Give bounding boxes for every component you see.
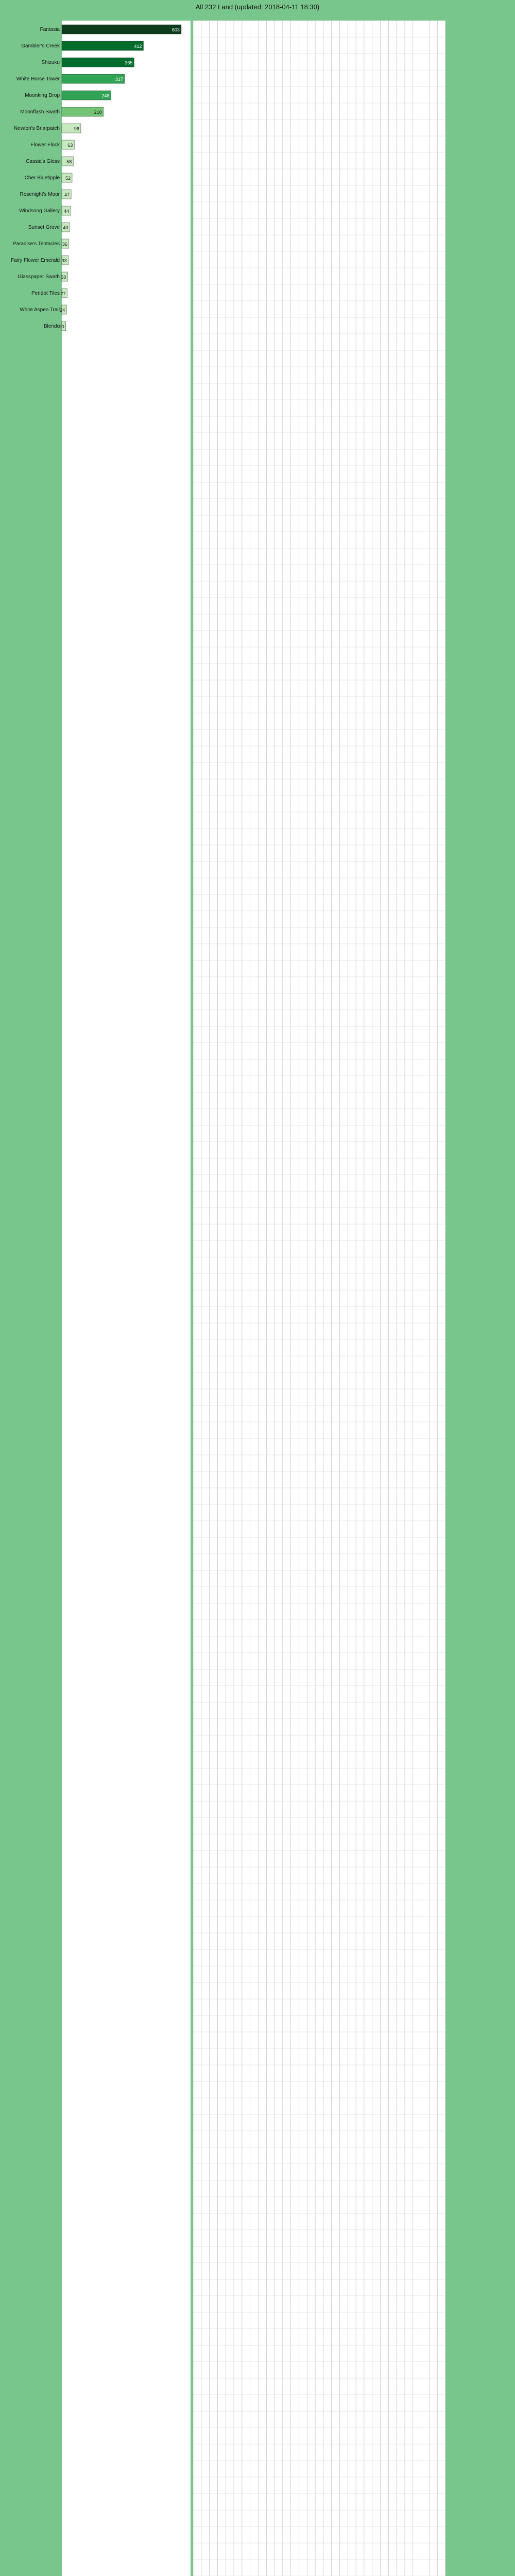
bar-data-label: 365	[125, 60, 133, 65]
bar-data-label: 27	[60, 291, 66, 296]
bar-data-label: 47	[64, 192, 70, 197]
bar-category-label: Glasspaper Swath	[18, 274, 60, 280]
bar-category-label: Newton's Briarpatch	[13, 126, 60, 131]
bar-data-label: 36	[62, 242, 67, 247]
bar-category-label: White Horse Tower	[16, 76, 60, 82]
bar-category-label: Sunset Grove	[28, 225, 60, 230]
bar-data-label: 24	[60, 308, 65, 313]
bar	[62, 58, 134, 67]
bar-data-label: 52	[65, 176, 71, 181]
bar-data-label: 317	[115, 77, 123, 82]
bar-category-label: Fairy Flower Emerald	[10, 258, 60, 263]
bar	[62, 41, 143, 50]
bar	[62, 25, 181, 34]
bar-data-label: 20	[59, 324, 64, 329]
bar-data-label: 63	[67, 143, 73, 148]
bar-data-label: 33	[61, 258, 67, 263]
bar-category-label: Peridot Tiles	[31, 291, 60, 296]
bar-category-label: Windsong Gallery	[19, 208, 60, 214]
bar-data-label: 96	[74, 126, 79, 131]
bar-category-label: Cher Bluetipple	[24, 175, 60, 181]
bar-data-label: 30	[61, 275, 66, 280]
bar-category-label: Moonking Drop	[25, 93, 60, 98]
bar-category-label: Shizuku	[41, 60, 60, 65]
bar-data-label: 248	[101, 93, 110, 98]
page-title: All 232 Land (updated: 2018-04-11 18:30)	[195, 3, 320, 11]
bar-category-label: Flower Flock	[30, 142, 60, 148]
bar-category-label: Blendo	[43, 324, 60, 329]
bar-category-label: Rosenight's Moor	[20, 192, 60, 197]
bar-data-label: 603	[171, 27, 180, 32]
bar-panel	[62, 21, 191, 2576]
bar-data-label: 44	[63, 209, 69, 214]
bar-data-label: 58	[66, 159, 72, 164]
bar-data-label: 40	[63, 225, 68, 230]
bar-category-label: Gambler's Creek	[21, 43, 60, 49]
bar-category-label: Cassia's Gloss	[26, 159, 60, 164]
bar-data-label: 412	[134, 44, 142, 49]
bar-category-label: Moonflash Swath	[20, 109, 60, 115]
heatmap-panel	[193, 21, 445, 2576]
bar-category-label: White Aspen Trail	[20, 307, 60, 313]
bar-data-label: 210	[94, 110, 102, 115]
bar-category-label: Paradise's Tentacles	[12, 241, 60, 247]
bar-category-label: Fantasia	[40, 27, 60, 32]
